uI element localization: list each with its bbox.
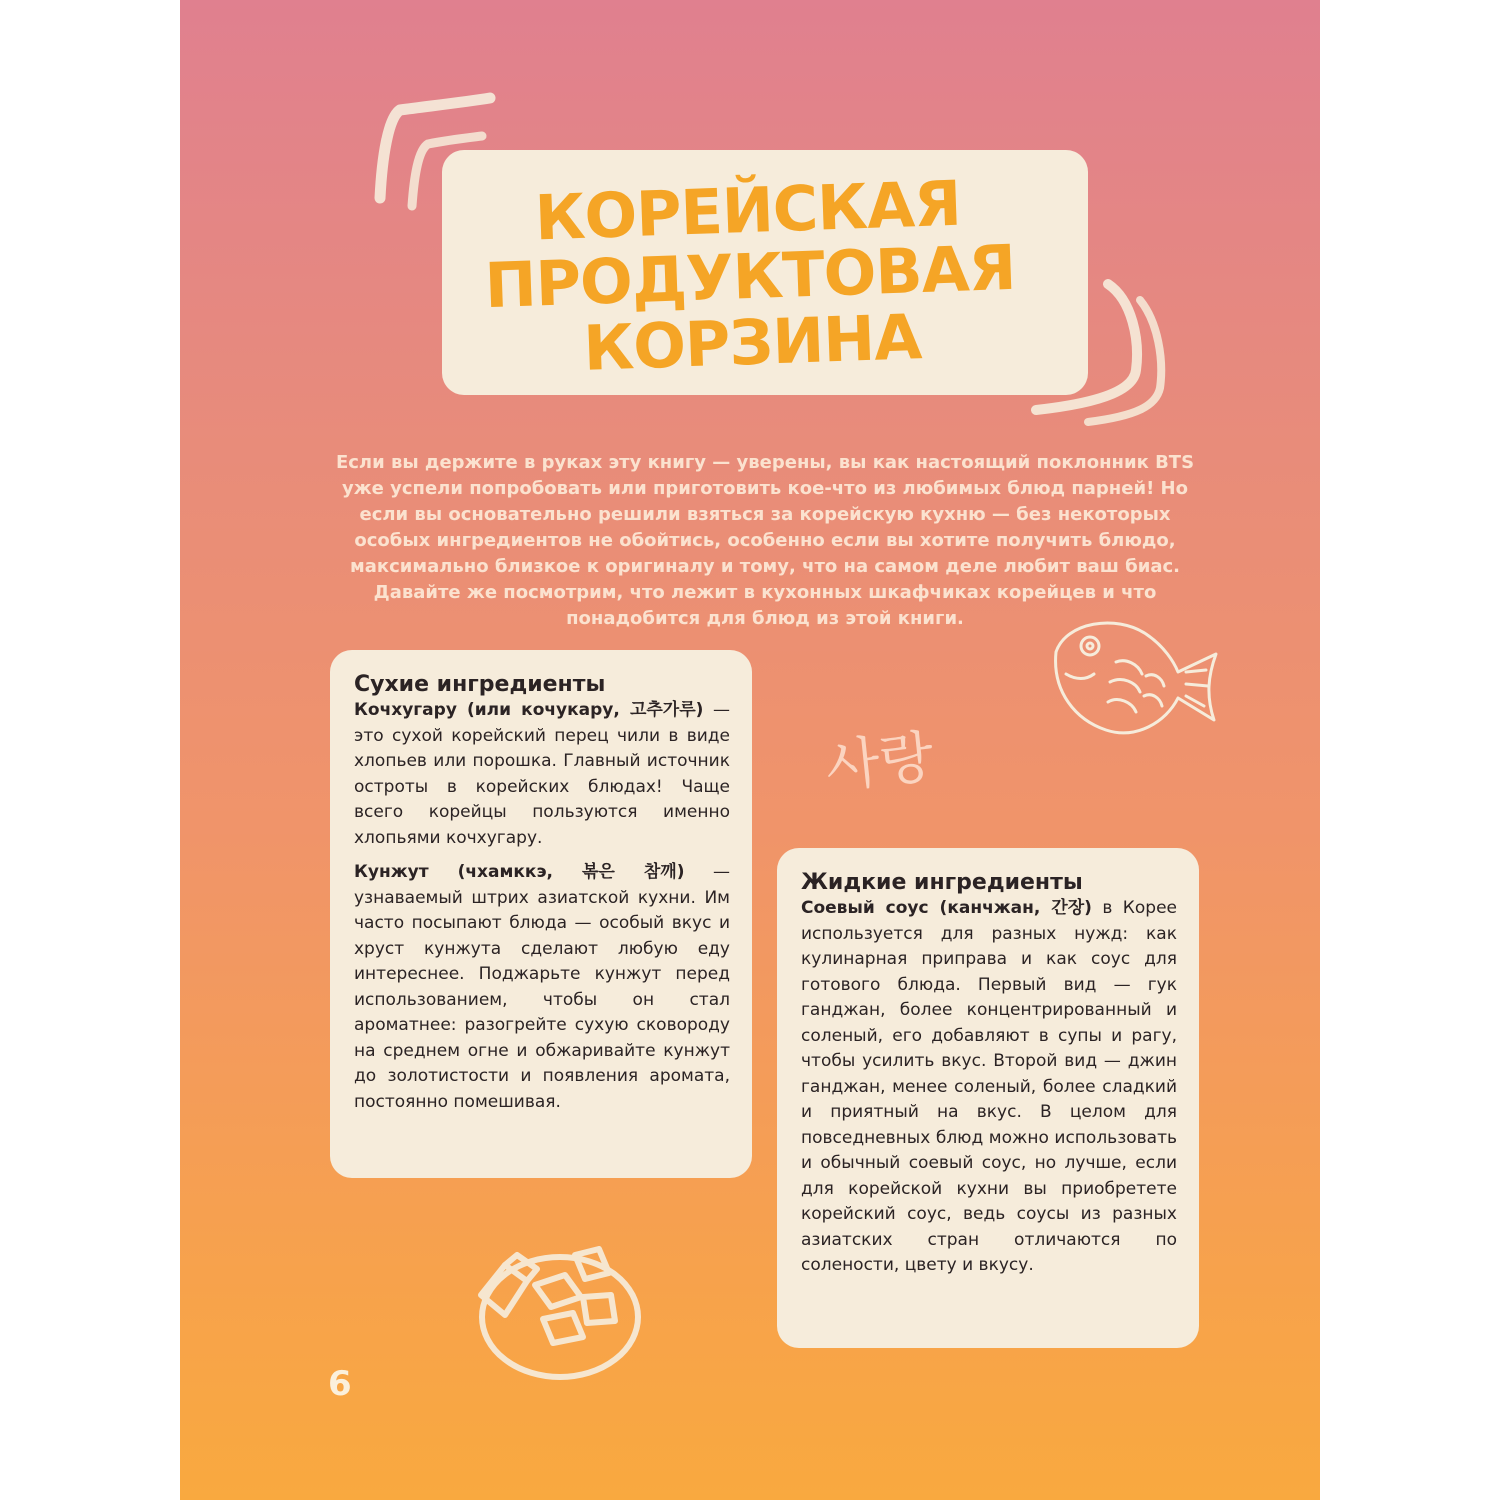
- korean-word-saram: 사랑: [822, 724, 937, 801]
- book-page: [180, 0, 1320, 1500]
- dry-item-sesame-text: — узнаваемый штрих азиатской кухни. Им часто посыпают блюда — особый вкус и хруст кунжута сделают любую еду интереснее. Поджарьте кунжут перед использованием, чтобы он стал ароматнее: разогрейте сухую сковороду на среднем огне и обжаривайте кунжут до золотистости и появления аромата, постоянно помешивая.: [354, 862, 731, 1112]
- tofu-bowl-icon: [465, 1225, 645, 1385]
- title-line-1: КОРЕЙСКАЯ: [533, 166, 962, 255]
- liquid-item-soy-sauce-text: в Корее используется для разных нужд: как кулинарная приправа и как соус для готового блюда. Первый вид — гук ганджан, более концентрированный и соленый, его добавляют в супы и рагу, чтобы усилить вкус. Второй вид — джин ганджан, менее соленый, более сладкий и приятный на вкус. В целом для повседневных блюд можно использовать и обычный соевый соус, но лучше, если для корейской кухни вы приобретете корейский соус, ведь соусы из разных азиатских стран отличаются по солености, цвету и вкусу.: [801, 898, 1177, 1275]
- liquid-ingredients-heading: Жидкие ингредиенты: [801, 870, 1083, 895]
- liquid-ingredients-card: [777, 848, 1199, 1348]
- page-title: [180, 158, 1320, 396]
- title-line-2: ПРОДУКТОВАЯ: [483, 230, 1017, 323]
- dry-item-sesame: [354, 860, 730, 1115]
- liquid-item-soy-sauce: [801, 896, 1177, 1279]
- title-line-3: КОРЗИНА: [582, 300, 923, 385]
- page-number: 6: [328, 1364, 352, 1404]
- dry-item-gochugaru-text: — это сухой корейский перец чили в виде хлопьев или порошка. Главный источник остроты в корейских блюдах! Чаще всего корейцы пользуются именно хлопьями кочхугару.: [354, 700, 730, 848]
- intro-paragraph: Если вы держите в руках эту книгу — уверены, вы как настоящий поклонник BTS уже успели попробовать или приготовить кое-что из любимых блюд парней! Но если вы основательно решили взяться за корейскую кухню — без некоторых особых ингредиентов не обойтись, особенно если вы хотите получить блюдо, максимально близкое к оригиналу и тому, что на самом деле любит ваш биас. Давайте же посмотрим, что лежит в кухонных шкафчиках корейцев и что понадобится для блюд из этой книги.: [335, 452, 1195, 629]
- liquid-item-soy-sauce-term: Соевый соус (канчжан, 간장): [801, 898, 1092, 918]
- dry-ingredients-card: [330, 650, 752, 1178]
- dry-item-gochugaru-term: Кочхугару (или кочукару, 고추가루): [354, 700, 704, 720]
- dry-item-gochugaru: [354, 698, 730, 851]
- dry-item-sesame-term: Кунжут (чхамккэ, 볶은 참깨): [354, 862, 685, 882]
- taiyaki-fish-icon: [1046, 612, 1226, 747]
- dry-ingredients-heading: Сухие ингредиенты: [354, 672, 606, 697]
